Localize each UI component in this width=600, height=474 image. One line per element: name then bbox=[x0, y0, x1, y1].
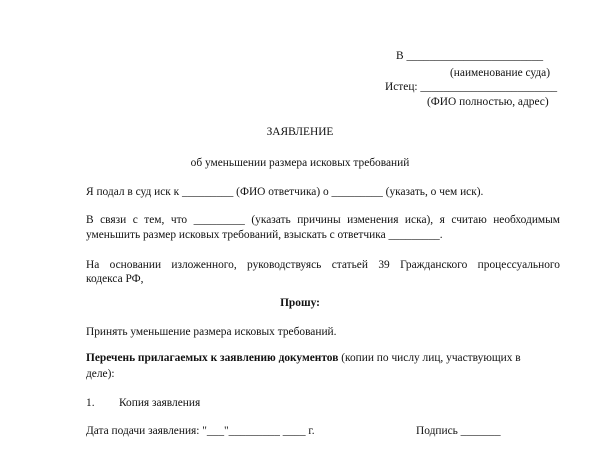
paragraph-claim: Я подал в суд иск к _________ (ФИО ответчика) о _________ (указать, о чем иск). bbox=[86, 186, 484, 198]
paragraph-reason-line1: В связи с тем, что _________ (указать причины изменения иска), я считаю необходимым bbox=[86, 214, 560, 226]
document-title: ЗАЯВЛЕНИЕ bbox=[266, 126, 334, 138]
attachments-heading-rest: (копии по числу лиц, участвующих в bbox=[338, 352, 521, 364]
filing-date: Дата подачи заявления: "___"_________ ____ г. bbox=[86, 425, 315, 437]
attachments-heading-line2: деле): bbox=[86, 368, 115, 380]
request-heading: Прошу: bbox=[280, 297, 320, 309]
attachment-item-number: 1. bbox=[86, 397, 95, 409]
paragraph-basis-line1: На основании изложенного, руководствуясь статьей 39 Гражданского процессуального bbox=[86, 259, 560, 271]
attachments-heading-bold: Перечень прилагаемых к заявлению документов bbox=[86, 352, 339, 364]
court-caption: (наименование суда) bbox=[450, 67, 551, 79]
paragraph-reason-line2: уменьшить размер исковых требований, взыскать с ответчика _________. bbox=[86, 229, 443, 241]
court-line: В ________________________ bbox=[396, 50, 544, 62]
attachment-item-text: Копия заявления bbox=[119, 397, 201, 409]
plaintiff-line: Истец: ________________________ bbox=[385, 81, 558, 93]
paragraph-basis-line2: кодекса РФ, bbox=[86, 273, 144, 285]
plaintiff-caption: (ФИО полностью, адрес) bbox=[427, 96, 549, 108]
request-text: Принять уменьшение размера исковых требований. bbox=[86, 326, 337, 338]
document-subtitle: об уменьшении размера исковых требований bbox=[190, 157, 410, 169]
attachments-heading bbox=[86, 352, 521, 364]
signature: Подпись _______ bbox=[416, 425, 501, 437]
